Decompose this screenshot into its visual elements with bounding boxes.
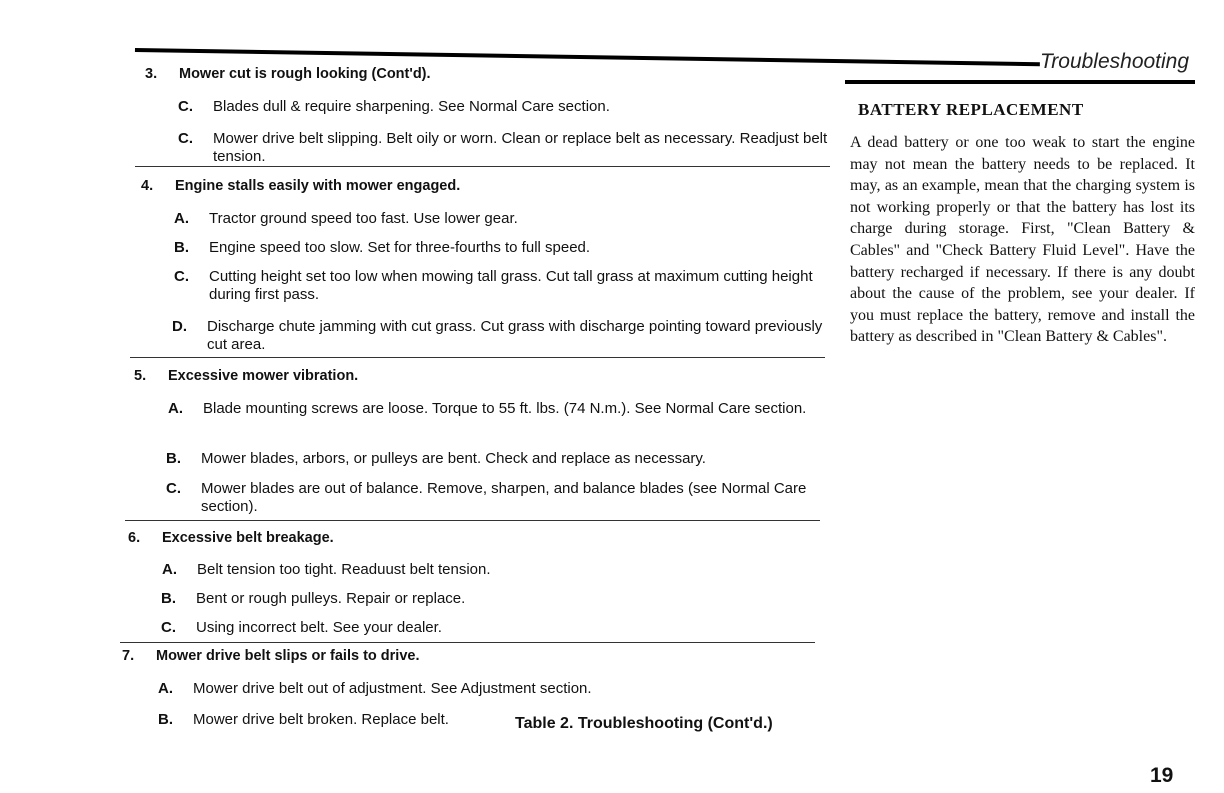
row-divider [135,166,830,167]
item-text: Bent or rough pulleys. Repair or replace. [196,590,466,607]
item-letter: A. [158,680,173,697]
section-number: 7. [122,648,135,664]
item-letter: C. [161,619,176,636]
section-title: Mower drive belt slips or fails to drive. [156,648,420,664]
item-text: Mower drive belt broken. Replace belt. [193,711,449,728]
item-letter: B. [161,590,176,607]
item-letter: A. [168,400,183,417]
item-letter: A. [162,561,177,578]
item-text: Using incorrect belt. See your dealer. [196,619,442,636]
item-text: Discharge chute jamming with cut grass. Cut grass with discharge pointing toward previously cut area. [207,318,823,353]
row-divider [120,642,815,643]
item-letter: C. [174,268,189,285]
item-text: Mower blades, arbors, or pulleys are bent. Check and replace as necessary. [201,450,706,467]
item-text: Cutting height set too low when mowing tall grass. Cut tall grass at maximum cutting height during first pass. [209,268,813,303]
item-text: Blade mounting screws are loose. Torque to 55 ft. lbs. (74 N.m.). See Normal Care section. [203,400,807,417]
item-text: Belt tension too tight. Readuust belt tension. [197,561,491,578]
item-letter: A. [174,210,189,227]
row-divider [125,520,820,521]
page-number: 19 [1150,764,1174,787]
item-text: Mower blades are out of balance. Remove, sharpen, and balance blades (see Normal Care section). [201,480,807,515]
section-title: Excessive mower vibration. [168,368,359,384]
item-text: Engine speed too slow. Set for three-fourths to full speed. [209,239,591,256]
section-header-title: Troubleshooting [1040,50,1190,73]
item-letter: B. [166,450,181,467]
row-divider [130,357,825,358]
section-title: Engine stalls easily with mower engaged. [175,178,461,194]
item-letter: B. [158,711,173,728]
item-letter: C. [178,98,193,115]
item-letter: C. [178,130,193,147]
section-title: Excessive belt breakage. [162,530,334,546]
battery-heading: BATTERY REPLACEMENT [858,100,1084,119]
item-letter: D. [172,318,187,335]
item-letter: B. [174,239,189,256]
item-letter: C. [166,480,181,497]
item-text: Mower drive belt slipping. Belt oily or worn. Clean or replace belt as necessary. Readjust belt tension. [213,130,828,165]
section-number: 4. [141,178,154,194]
battery-body: A dead battery or one too weak to start the engine may not mean the battery needs to be replaced. It may, as an example, mean that the charging system is not working properly or that the battery has lost its charge during storage. First, "Clean Battery & Cables" and "Check Battery Fluid Level". Have the battery recharged if necessary. If there is any doubt about the cause of the problem, see your dealer. If you must replace the battery, remove and install the battery as described in "Clean Battery & Cables". [850,134,1195,346]
top-rule-right [845,80,1195,84]
section-title: Mower cut is rough looking (Cont'd). [179,66,431,82]
section-number: 5. [134,368,147,384]
section-number: 6. [128,530,141,546]
table-caption: Table 2. Troubleshooting (Cont'd.) [515,715,773,732]
section-number: 3. [145,66,158,82]
item-text: Mower drive belt out of adjustment. See Adjustment section. [193,680,592,697]
item-text: Blades dull & require sharpening. See Normal Care section. [213,98,610,115]
battery-replacement-section [850,100,1195,348]
top-rule-left [135,48,1040,66]
item-text: Tractor ground speed too fast. Use lower gear. [209,210,518,227]
